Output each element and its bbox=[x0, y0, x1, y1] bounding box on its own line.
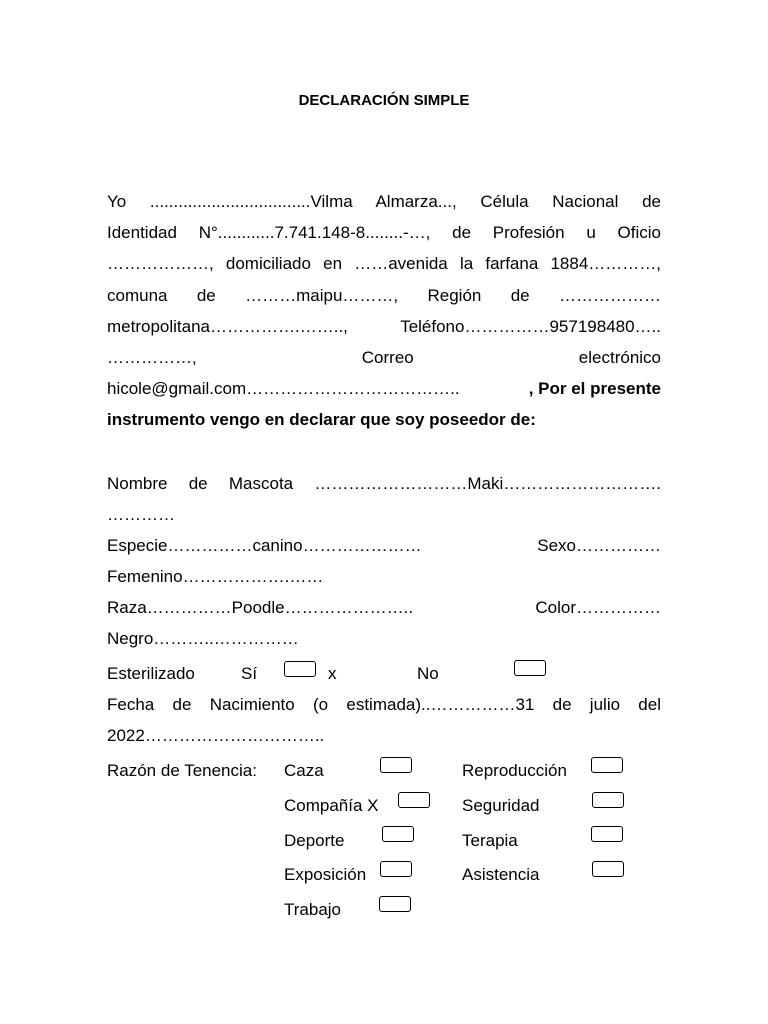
declaration-line-3: ………………, domiciliado en ……avenida la farfana 1884…………, bbox=[107, 254, 661, 273]
sterilized-label: Esterilizado bbox=[107, 664, 195, 683]
reason-therapy-checkbox[interactable] bbox=[591, 826, 623, 842]
pet-name-continuation: ………… bbox=[107, 505, 175, 524]
birth-date-line: Fecha de Nacimiento (o estimada)..……………31 de julio del bbox=[107, 695, 661, 714]
pet-name-line: Nombre de Mascota ………………………Maki………………………. bbox=[107, 474, 661, 493]
reason-exhibition-label: Exposición bbox=[284, 865, 367, 884]
declaration-line-5: metropolitana…………….…….., Teléfono……………957198480….. bbox=[107, 317, 661, 336]
reason-security-label: Seguridad bbox=[462, 796, 540, 815]
declaration-line-1: Yo ..................................Vilma Almarza..., Célula Nacional de bbox=[107, 192, 661, 211]
breed-color-line bbox=[107, 597, 661, 619]
reason-therapy-label: Terapia bbox=[462, 831, 518, 850]
reason-work-checkbox[interactable] bbox=[379, 896, 411, 912]
reason-security-checkbox[interactable] bbox=[592, 792, 624, 808]
declaration-statement-end: instrumento vengo en declarar que soy poseedor de: bbox=[107, 410, 536, 429]
color-label: Color…………… bbox=[535, 598, 661, 617]
reason-exhibition-checkbox[interactable] bbox=[380, 861, 412, 877]
sterilized-no-checkbox[interactable] bbox=[514, 660, 546, 676]
reason-breeding-label: Reproducción bbox=[462, 761, 567, 780]
reason-breeding-checkbox[interactable] bbox=[591, 757, 623, 773]
sterilized-no-label: No bbox=[417, 664, 439, 683]
reason-companionship-label: Compañía X bbox=[284, 796, 379, 815]
declaration-statement-start: , Por el presente bbox=[528, 379, 661, 398]
sex-label: Sexo…………… bbox=[537, 536, 661, 555]
document-title: DECLARACIÓN SIMPLE bbox=[298, 92, 470, 109]
declaration-line-6: ……………, Correo electrónico bbox=[107, 348, 661, 367]
species-text: Especie……………canino………………… bbox=[107, 536, 422, 555]
sterilized-yes-checkbox[interactable] bbox=[284, 661, 316, 677]
declaration-line-4: comuna de ………maipu………, Región de ……………… bbox=[107, 286, 661, 305]
email-text: hicole@gmail.com……………………………….. bbox=[107, 379, 460, 398]
reason-assistance-checkbox[interactable] bbox=[592, 861, 624, 877]
reason-hunting-checkbox[interactable] bbox=[380, 757, 412, 773]
ownership-reason-label: Razón de Tenencia: bbox=[107, 761, 257, 780]
reason-work-label: Trabajo bbox=[284, 900, 342, 919]
reason-assistance-label: Asistencia bbox=[462, 865, 540, 884]
declaration-line-7 bbox=[107, 378, 661, 400]
reason-companionship-checkbox[interactable] bbox=[398, 792, 430, 808]
birth-date-continuation: 2022………………………….. bbox=[107, 726, 325, 745]
reason-sport-label: Deporte bbox=[284, 831, 345, 850]
color-value: Negro………..…………… bbox=[107, 629, 299, 648]
species-sex-line bbox=[107, 535, 661, 557]
reason-sport-checkbox[interactable] bbox=[382, 826, 414, 842]
sex-value: Femenino……………….…… bbox=[107, 567, 324, 586]
reason-hunting-label: Caza bbox=[284, 761, 324, 780]
breed-text: Raza……………Poodle………………….. bbox=[107, 598, 414, 617]
declaration-line-2: Identidad N°............7.741.148-8........-…, de Profesión u Oficio bbox=[107, 223, 661, 242]
sterilized-yes-label: Sí bbox=[241, 664, 258, 683]
sterilized-mark: x bbox=[328, 664, 337, 683]
